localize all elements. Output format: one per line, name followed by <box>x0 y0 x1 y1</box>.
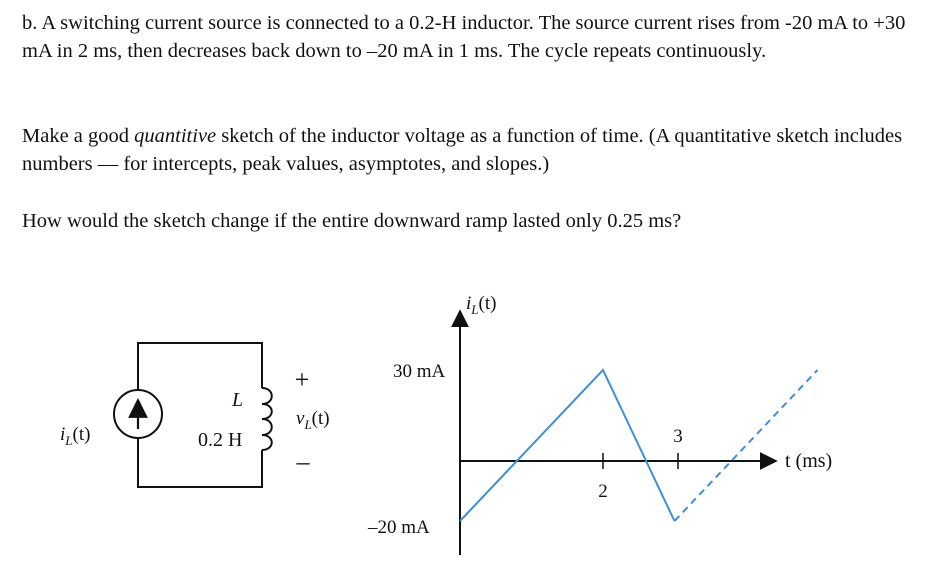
plus-sign: + <box>294 365 310 394</box>
inductor-coil <box>262 388 272 450</box>
follow-up-question: How would the sketch change if the entire downward ramp lasted only 0.25 ms? <box>22 210 682 232</box>
x-tick-label-2: 2 <box>598 481 608 502</box>
source-current-label: $i_L(t)$ <box>60 424 91 448</box>
y-tick-label-min: –20 mA <box>368 517 430 538</box>
current-ramp-repeat-dashed <box>675 370 818 521</box>
current-source <box>114 390 162 438</box>
y-axis-label: $i_L(t)$ <box>466 293 497 317</box>
x-tick-label-3: 3 <box>673 426 683 447</box>
inductor-value: 0.2 H <box>198 429 243 451</box>
current-waveform-chart <box>367 293 832 555</box>
minus-sign: – <box>296 447 310 476</box>
instruction-text-start: Make a good <box>22 125 135 147</box>
y-tick-label-max: 30 mA <box>393 361 446 382</box>
instruction-text-end: sketch of the inductor voltage as a function of time. (A quantitative sketch includes numbers — for intercepts, peak values, asymptotes, and slopes.) <box>22 125 903 175</box>
voltage-label: $v_L(t)$ <box>296 408 330 432</box>
x-axis-label: t (ms) <box>785 450 833 472</box>
circuit-diagram <box>60 343 330 487</box>
emphasized-word: quantitive <box>134 125 217 147</box>
problem-statement: b. A switching current source is connected to a 0.2-H inductor. The source current rises from -20 mA to +30 mA in 2 ms, then decreases back down to –20 mA in 1 ms. The cycle repeats continuously. <box>22 12 906 62</box>
current-ramp-solid <box>460 370 675 521</box>
inductor-symbol: L <box>232 389 244 411</box>
